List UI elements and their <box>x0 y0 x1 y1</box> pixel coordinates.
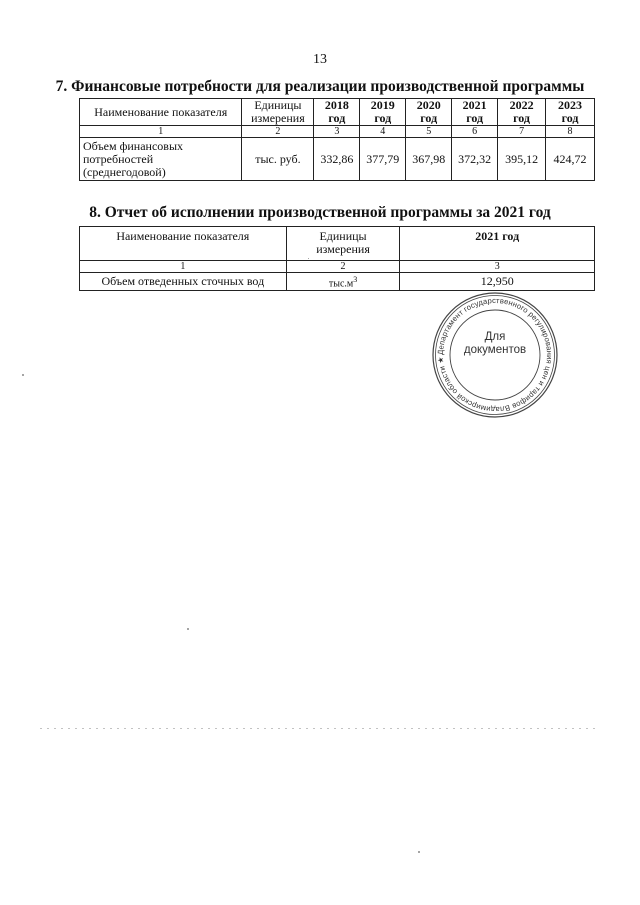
column-number: 4 <box>360 126 406 138</box>
header-year-2023 <box>546 99 595 126</box>
unit-cell: тыс. руб. <box>242 138 314 181</box>
program-execution-report-table <box>79 226 595 291</box>
scan-speck <box>418 851 420 853</box>
unit-cell <box>286 273 400 291</box>
column-number: 7 <box>498 126 546 138</box>
value-cell-2020: 367,98 <box>406 138 452 181</box>
indicator-name-cell <box>80 138 242 181</box>
scan-speck <box>22 374 24 376</box>
indicator-name-line1: Объем финансовых <box>83 138 184 153</box>
indicator-name-line3: (среднегодовой) <box>83 164 166 179</box>
scan-speck <box>187 628 189 630</box>
year-suffix: год <box>513 111 530 125</box>
header-year-2021 <box>452 99 498 126</box>
year-suffix: год <box>374 111 392 125</box>
header-year-2021: 2021 год <box>400 227 595 261</box>
header-year-2019 <box>360 99 406 126</box>
column-number: 8 <box>546 126 595 138</box>
seal-label-line2: документов <box>463 344 527 356</box>
year-suffix: год <box>561 111 579 125</box>
unit-superscript: 3 <box>353 275 358 284</box>
header-unit-line1: Единицы <box>319 229 367 243</box>
year-suffix: год <box>420 111 438 125</box>
column-number: 1 <box>80 126 242 138</box>
year-suffix: год <box>466 111 484 125</box>
value-cell-2018: 332,86 <box>314 138 360 181</box>
header-unit <box>286 227 400 261</box>
header-year-2018 <box>314 99 360 126</box>
value-cell-2019: 377,79 <box>360 138 406 181</box>
year-suffix: год <box>328 111 346 125</box>
header-indicator-name: Наименование показателя <box>80 227 287 261</box>
column-number-row <box>80 126 595 138</box>
table-row <box>80 138 595 181</box>
page-number: 13 <box>313 52 327 67</box>
column-number: 2 <box>286 261 400 273</box>
column-number: 6 <box>452 126 498 138</box>
column-number: 2 <box>242 126 314 138</box>
year-label: 2023 <box>558 98 583 112</box>
header-year-2020 <box>406 99 452 126</box>
value-cell-2023: 424,72 <box>546 138 595 181</box>
year-label: 2018 <box>324 98 349 112</box>
seal-label-line1: Для <box>484 331 506 343</box>
year-label: 2021 <box>462 98 487 112</box>
header-unit-line2: измерения <box>251 111 305 125</box>
indicator-name-line2: потребностей <box>83 151 154 166</box>
header-unit-line2: измерения <box>316 242 370 256</box>
year-label: 2020 <box>416 98 441 112</box>
value-cell-2022: 395,12 <box>498 138 546 181</box>
year-label: 2022 <box>509 98 534 112</box>
section-7-title: 7. Финансовые потребности для реализации производственной программы <box>55 78 585 95</box>
table-row <box>80 273 595 291</box>
table-header-row <box>80 227 595 261</box>
header-indicator-name: Наименование показателя <box>80 99 242 126</box>
column-number-row <box>80 261 595 273</box>
indicator-name-cell: Объем отведенных сточных вод <box>80 273 287 291</box>
table-header-row <box>80 99 595 126</box>
column-number: 1 <box>80 261 287 273</box>
value-cell-2021: 12,950 <box>400 273 595 291</box>
seal-ring-text: Департамент государственного регулирования цен и тарифов Владимирской области ★ <box>435 295 555 415</box>
column-number: 3 <box>314 126 360 138</box>
column-number: 3 <box>400 261 595 273</box>
section-8-title: 8. Отчет об исполнении производственной программы за 2021 год <box>89 204 551 221</box>
value-cell-2021: 372,32 <box>452 138 498 181</box>
scan-noise-line <box>40 728 600 729</box>
seal-label <box>430 331 560 357</box>
header-unit-line1: Единицы <box>254 98 302 112</box>
year-label: 2019 <box>370 98 395 112</box>
unit-text: тыс.м <box>328 278 354 290</box>
financial-needs-table <box>79 98 595 181</box>
column-number: 5 <box>406 126 452 138</box>
header-unit <box>242 99 314 126</box>
header-year-2022 <box>498 99 546 126</box>
scan-speck <box>308 258 309 259</box>
